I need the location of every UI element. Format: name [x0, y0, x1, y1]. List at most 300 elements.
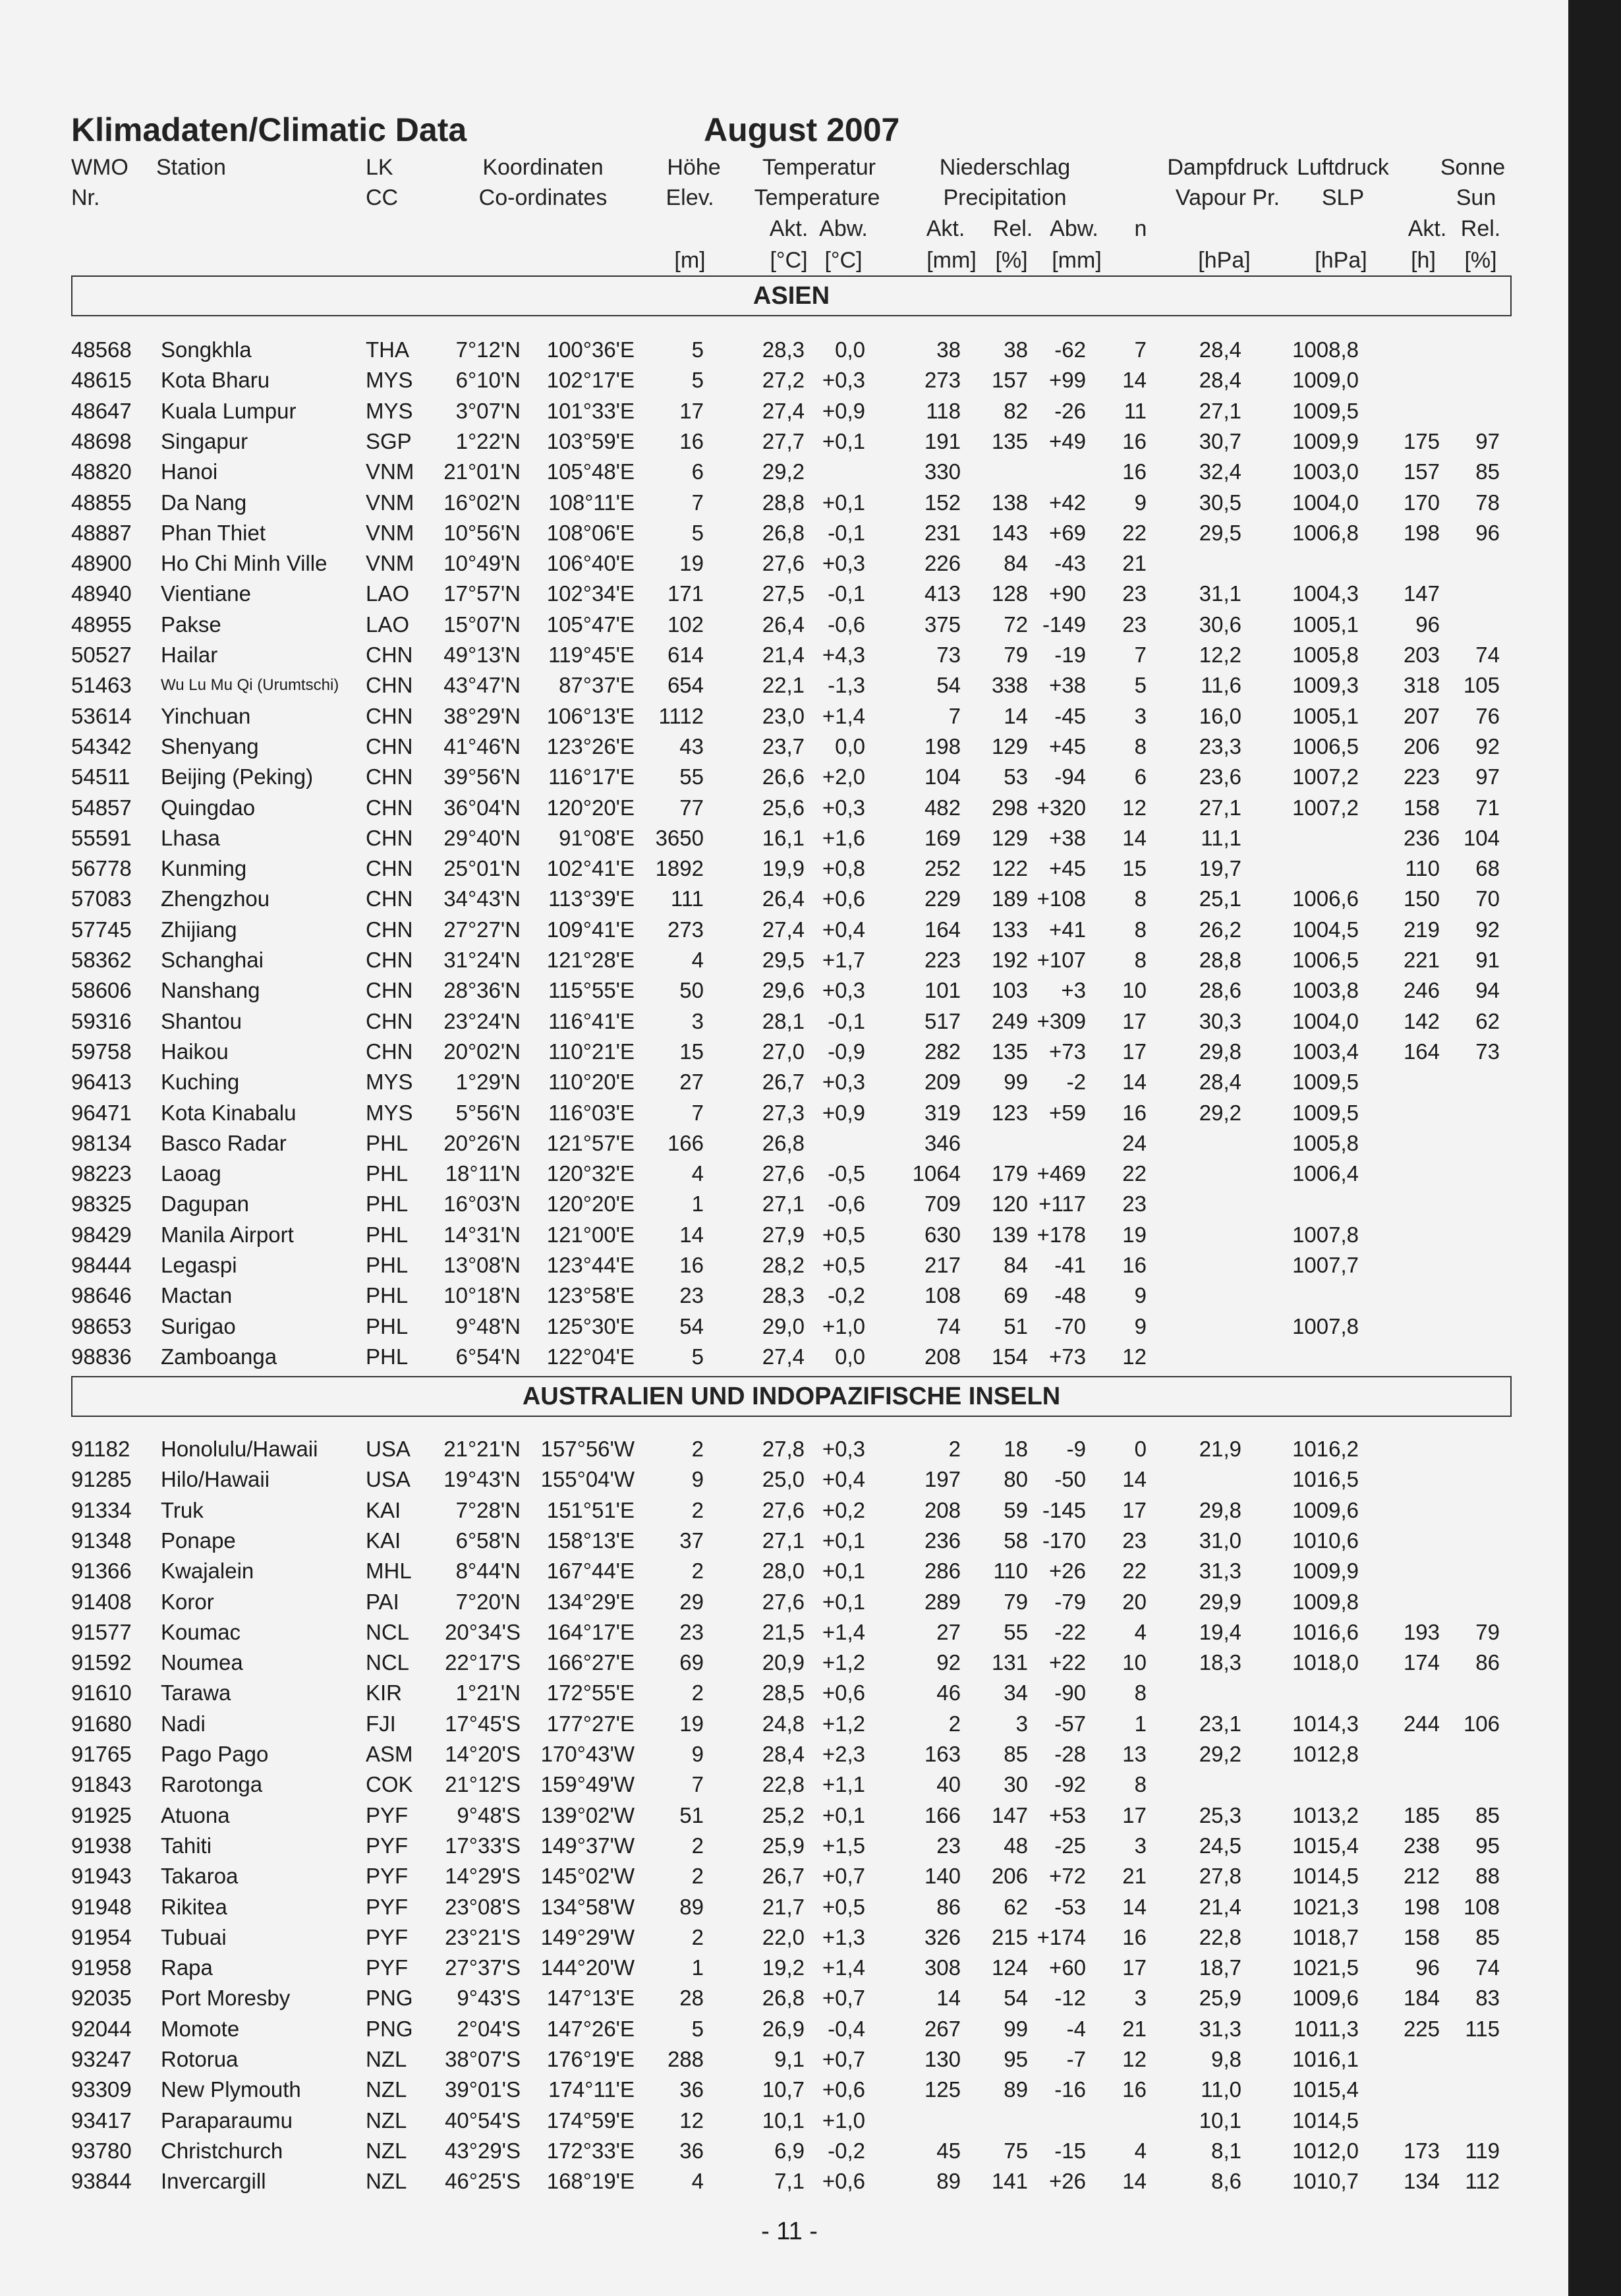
elevation: 5: [691, 1344, 704, 1369]
station-name: Zhijiang: [161, 917, 237, 942]
precip-relative: 54: [1004, 1986, 1028, 2011]
station-name: Pago Pago: [161, 1742, 269, 1766]
latitude: 6°54'N: [455, 1344, 521, 1369]
wmo-number: 48568: [71, 337, 132, 362]
temp-deviation: +0,3: [822, 1437, 865, 1461]
vapour-pressure: 19,7: [1199, 856, 1241, 881]
sun-relative: 71: [1475, 795, 1500, 820]
precip-relative: 131: [991, 1650, 1028, 1675]
temp-deviation: +0,9: [822, 1100, 865, 1125]
precip-relative: 69: [1004, 1283, 1028, 1308]
elevation: 4: [691, 1161, 704, 1186]
vapour-pressure: 31,1: [1199, 581, 1241, 606]
temp-actual: 22,0: [762, 1924, 805, 1949]
wmo-number: 91954: [71, 1924, 132, 1949]
longitude: 177°27'E: [546, 1711, 635, 1736]
vapour-pressure: 11,1: [1201, 825, 1241, 850]
station-name: Takaroa: [161, 1864, 239, 1889]
longitude: 91°08'E: [559, 825, 635, 850]
temp-actual: 22,1: [762, 673, 805, 698]
elevation: 54: [679, 1313, 704, 1338]
temp-deviation: -0,6: [828, 612, 865, 637]
elevation: 9: [691, 1467, 704, 1492]
temp-actual: 26,8: [762, 520, 805, 545]
vapour-pressure: 30,6: [1199, 612, 1241, 637]
precip-days: 23: [1122, 612, 1147, 637]
precip-relative: 18: [1004, 1437, 1028, 1461]
country-code: MYS: [366, 398, 413, 423]
precip-deviation: +469: [1037, 1161, 1086, 1186]
precip-actual: 54: [936, 673, 961, 698]
precip-days: 22: [1122, 1161, 1147, 1186]
latitude: 10°49'N: [443, 551, 521, 576]
temp-deviation: +0,7: [822, 1986, 865, 2011]
country-code: VNM: [366, 459, 414, 484]
temp-actual: 26,9: [762, 2016, 805, 2041]
precip-days: 24: [1122, 1130, 1147, 1155]
precip-days: 3: [1134, 1986, 1147, 2011]
precip-relative: 53: [1004, 764, 1028, 789]
precip-deviation: -70: [1054, 1313, 1086, 1338]
sun-hours: 318: [1403, 673, 1440, 698]
latitude: 21°12'S: [445, 1772, 521, 1797]
elevation: 50: [679, 978, 704, 1003]
precip-deviation: -94: [1054, 764, 1086, 789]
sea-level-pressure: 1012,0: [1292, 2138, 1359, 2163]
station-name: Shantou: [161, 1008, 242, 1033]
temp-actual: 25,6: [762, 795, 805, 820]
precip-actual: 74: [936, 1313, 961, 1338]
temp-actual: 20,9: [762, 1650, 805, 1675]
country-code: CHN: [366, 703, 413, 728]
precip-deviation: +22: [1049, 1650, 1086, 1675]
elevation: 1892: [655, 856, 704, 881]
longitude: 122°04'E: [546, 1344, 635, 1369]
precip-deviation: -19: [1054, 643, 1086, 667]
precip-relative: 139: [991, 1222, 1028, 1247]
precip-relative: 72: [1004, 612, 1028, 637]
precip-deviation: +309: [1037, 1008, 1086, 1033]
sun-hours: 236: [1403, 825, 1440, 850]
country-code: PYF: [366, 1894, 409, 1919]
precip-deviation: +73: [1049, 1039, 1086, 1064]
station-name: Koror: [161, 1589, 214, 1614]
temp-deviation: -1,3: [828, 673, 865, 698]
country-code: PYF: [366, 1802, 409, 1827]
elevation: 5: [691, 368, 704, 393]
latitude: 9°48'N: [455, 1313, 521, 1338]
wmo-number: 96471: [71, 1100, 132, 1125]
precip-days: 8: [1134, 948, 1147, 972]
precip-actual: 236: [924, 1528, 961, 1553]
elevation: 2: [691, 1559, 704, 1584]
station-name: Kuala Lumpur: [161, 398, 297, 423]
temp-deviation: +0,5: [822, 1253, 865, 1277]
sea-level-pressure: 1009,8: [1292, 1589, 1359, 1614]
sea-level-pressure: 1005,8: [1292, 643, 1359, 667]
precip-days: 1: [1134, 1711, 1147, 1736]
temp-deviation: 0,0: [835, 1344, 865, 1369]
longitude: 87°37'E: [559, 673, 635, 698]
sun-hours: 158: [1403, 1924, 1440, 1949]
sea-level-pressure: 1005,1: [1292, 612, 1359, 637]
precip-relative: 120: [991, 1191, 1028, 1217]
vapour-pressure: 30,5: [1199, 490, 1241, 515]
longitude: 119°45'E: [548, 643, 635, 667]
precip-actual: 273: [924, 368, 961, 393]
elevation: 14: [679, 1222, 704, 1247]
precip-days: 21: [1122, 551, 1147, 576]
temp-actual: 6,9: [774, 2138, 805, 2163]
temp-actual: 27,4: [762, 1344, 805, 1369]
header-precipitation: Precipitation: [943, 185, 1067, 210]
elevation: 23: [679, 1283, 704, 1308]
sun-relative: 92: [1475, 917, 1500, 942]
sun-hours: 203: [1403, 643, 1440, 667]
precip-relative: 147: [991, 1802, 1028, 1827]
precip-days: 17: [1122, 1497, 1147, 1522]
precip-days: 14: [1122, 2169, 1147, 2194]
elevation: 171: [667, 581, 704, 606]
precip-actual: 209: [924, 1070, 961, 1095]
wmo-number: 53614: [71, 703, 132, 728]
temp-deviation: +0,8: [822, 856, 865, 881]
temp-actual: 29,6: [762, 978, 805, 1003]
elevation: 89: [679, 1894, 704, 1919]
precip-actual: 125: [924, 2077, 961, 2102]
precip-relative: 34: [1004, 1680, 1028, 1706]
wmo-number: 54511: [71, 764, 130, 789]
longitude: 172°55'E: [546, 1680, 635, 1706]
sun-relative: 91: [1475, 948, 1500, 972]
header-precip-rel-unit: [%]: [995, 248, 1028, 273]
station-name: Rapa: [161, 1955, 213, 1980]
precip-deviation: +174: [1037, 1924, 1086, 1949]
sun-hours: 142: [1403, 1008, 1440, 1033]
wmo-number: 48820: [71, 459, 132, 484]
elevation: 36: [679, 2077, 704, 2102]
sun-hours: 238: [1403, 1833, 1440, 1858]
header-sun-rel: Rel.: [1460, 216, 1501, 241]
sun-relative: 108: [1463, 1894, 1500, 1919]
country-code: PHL: [366, 1253, 409, 1277]
sea-level-pressure: 1016,1: [1292, 2047, 1359, 2071]
longitude: 108°06'E: [546, 520, 635, 545]
precip-days: 14: [1122, 1894, 1147, 1919]
longitude: 105°47'E: [546, 612, 635, 637]
wmo-number: 48955: [71, 612, 132, 637]
longitude: 157°56'W: [540, 1437, 635, 1461]
precip-relative: 80: [1004, 1467, 1028, 1492]
wmo-number: 92044: [71, 2016, 132, 2041]
station-name: Paraparaumu: [161, 2108, 293, 2133]
precip-days: 9: [1134, 1283, 1147, 1308]
temp-actual: 28,3: [762, 1283, 805, 1308]
header-sonne: Sonne: [1440, 155, 1506, 180]
temp-deviation: +0,9: [822, 398, 865, 423]
precip-actual: 86: [936, 1894, 961, 1919]
vapour-pressure: 16,0: [1199, 703, 1241, 728]
longitude: 147°13'E: [546, 1986, 635, 2011]
sea-level-pressure: 1007,8: [1292, 1222, 1359, 1247]
precip-relative: 129: [991, 733, 1028, 759]
country-code: CHN: [366, 733, 413, 759]
precip-days: 23: [1122, 1528, 1147, 1553]
precip-deviation: -2: [1066, 1070, 1086, 1095]
temp-deviation: -0,1: [828, 581, 865, 606]
temp-actual: 24,8: [762, 1711, 805, 1736]
precip-relative: 141: [991, 2169, 1028, 2194]
wmo-number: 91958: [71, 1955, 132, 1980]
country-code: MYS: [366, 1100, 413, 1125]
temp-actual: 26,7: [762, 1864, 805, 1889]
sun-relative: 78: [1475, 490, 1500, 515]
precip-deviation: -79: [1054, 1589, 1086, 1614]
country-code: PHL: [366, 1313, 409, 1338]
sea-level-pressure: 1014,3: [1292, 1711, 1359, 1736]
country-code: MYS: [366, 368, 413, 393]
precip-days: 15: [1122, 856, 1147, 881]
elevation: 17: [679, 398, 704, 423]
precip-deviation: +69: [1049, 520, 1086, 545]
precip-deviation: -22: [1054, 1619, 1086, 1644]
sun-hours: 198: [1403, 1894, 1440, 1919]
precip-relative: 133: [991, 917, 1028, 942]
country-code: CHN: [366, 1039, 413, 1064]
station-name: New Plymouth: [161, 2077, 301, 2102]
sea-level-pressure: 1009,9: [1292, 1559, 1359, 1584]
wmo-number: 91610: [71, 1680, 132, 1706]
vapour-pressure: 28,6: [1199, 978, 1241, 1003]
latitude: 1°21'N: [455, 1680, 521, 1706]
precip-relative: 179: [991, 1161, 1028, 1186]
precip-deviation: -41: [1054, 1253, 1086, 1277]
wmo-number: 91348: [71, 1528, 132, 1553]
sun-relative: 112: [1465, 2169, 1500, 2194]
precip-actual: 7: [948, 703, 961, 728]
wmo-number: 91765: [71, 1742, 132, 1766]
precip-actual: 89: [936, 2169, 961, 2194]
latitude: 38°07'S: [445, 2047, 521, 2071]
page-title: Klimadaten/Climatic Data: [71, 111, 467, 148]
temp-actual: 7,1: [774, 2169, 805, 2194]
country-code: KIR: [366, 1680, 403, 1706]
header-temp-abw: Abw.: [819, 216, 868, 241]
header-sun-akt-unit: [h]: [1411, 248, 1436, 273]
wmo-number: 93247: [71, 2047, 132, 2071]
precip-days: 23: [1122, 1191, 1147, 1217]
elevation: 29: [679, 1589, 704, 1614]
latitude: 9°48'S: [457, 1802, 521, 1827]
sea-level-pressure: 1015,4: [1292, 1833, 1359, 1858]
temp-actual: 28,8: [762, 490, 805, 515]
vapour-pressure: 26,2: [1199, 917, 1241, 942]
precip-relative: 124: [991, 1955, 1028, 1980]
precip-days: 16: [1122, 459, 1147, 484]
longitude: 120°32'E: [546, 1161, 635, 1186]
header-hoehe: Höhe: [667, 155, 721, 180]
temp-deviation: +0,1: [822, 1528, 865, 1553]
precip-days: 8: [1134, 733, 1147, 759]
latitude: 17°57'N: [443, 581, 521, 606]
precip-relative: 99: [1004, 2016, 1028, 2041]
wmo-number: 91680: [71, 1711, 132, 1736]
longitude: 106°13'E: [546, 703, 635, 728]
sea-level-pressure: 1005,1: [1292, 703, 1359, 728]
country-code: MHL: [366, 1559, 412, 1584]
station-name: Port Moresby: [161, 1986, 291, 2011]
sun-hours: 110: [1405, 856, 1440, 881]
latitude: 19°43'N: [443, 1467, 521, 1492]
sea-level-pressure: 1006,5: [1292, 733, 1359, 759]
sea-level-pressure: 1005,8: [1292, 1130, 1359, 1155]
vapour-pressure: 29,9: [1199, 1589, 1241, 1614]
vapour-pressure: 31,3: [1199, 1559, 1241, 1584]
longitude: 120°20'E: [546, 1191, 635, 1217]
vapour-pressure: 21,4: [1199, 1894, 1241, 1919]
station-name: Manila Airport: [161, 1222, 294, 1247]
elevation: 77: [679, 795, 704, 820]
temp-actual: 26,8: [762, 1130, 805, 1155]
latitude: 17°45'S: [445, 1711, 521, 1736]
elevation: 43: [679, 733, 704, 759]
country-code: SGP: [366, 428, 412, 453]
precip-actual: 164: [924, 917, 961, 942]
wmo-number: 55591: [71, 825, 132, 850]
precip-actual: 198: [924, 733, 961, 759]
sun-hours: 96: [1415, 1955, 1440, 1980]
country-code: NZL: [366, 2047, 407, 2071]
precip-deviation: -25: [1054, 1833, 1086, 1858]
longitude: 147°26'E: [546, 2016, 635, 2041]
country-code: LAO: [366, 612, 410, 637]
vapour-pressure: 27,8: [1199, 1864, 1241, 1889]
station-name: Kwajalein: [161, 1559, 254, 1584]
longitude: 123°58'E: [546, 1283, 635, 1308]
elevation: 2: [691, 1864, 704, 1889]
station-name: Shenyang: [161, 733, 259, 759]
sea-level-pressure: 1018,7: [1292, 1924, 1359, 1949]
wmo-number: 91592: [71, 1650, 132, 1675]
latitude: 40°54'S: [445, 2108, 521, 2133]
longitude: 116°03'E: [548, 1100, 635, 1125]
latitude: 27°37'S: [445, 1955, 521, 1980]
sun-hours: 225: [1403, 2016, 1440, 2041]
precip-actual: 163: [924, 1742, 961, 1766]
vapour-pressure: 30,7: [1199, 428, 1241, 453]
longitude: 134°29'E: [546, 1589, 635, 1614]
temp-actual: 28,5: [762, 1680, 805, 1706]
precip-relative: 79: [1004, 643, 1028, 667]
station-name: Kota Bharu: [161, 368, 270, 393]
sun-relative: 70: [1475, 886, 1500, 911]
precip-days: 17: [1122, 1008, 1147, 1033]
latitude: 14°31'N: [443, 1222, 521, 1247]
precip-actual: 1064: [912, 1161, 961, 1186]
temp-deviation: +0,6: [822, 2169, 865, 2194]
latitude: 20°26'N: [443, 1130, 521, 1155]
precip-deviation: -90: [1054, 1680, 1086, 1706]
precip-actual: 346: [924, 1130, 961, 1155]
station-name: Singapur: [161, 428, 248, 453]
latitude: 7°20'N: [455, 1589, 521, 1614]
station-name: Songkhla: [161, 337, 252, 362]
country-code: PHL: [366, 1130, 409, 1155]
header-vapour-unit: [hPa]: [1198, 248, 1251, 273]
country-code: NZL: [366, 2077, 407, 2102]
wmo-number: 91366: [71, 1559, 132, 1584]
temp-actual: 26,4: [762, 612, 805, 637]
elevation: 166: [667, 1130, 704, 1155]
precip-deviation: +108: [1037, 886, 1086, 911]
longitude: 123°44'E: [546, 1253, 635, 1277]
precip-relative: 48: [1004, 1833, 1028, 1858]
elevation: 5: [691, 520, 704, 545]
precip-days: 16: [1122, 1253, 1147, 1277]
sea-level-pressure: 1016,6: [1292, 1619, 1359, 1644]
scan-border: [1568, 0, 1621, 2296]
header-temperature: Temperature: [754, 185, 880, 210]
precip-actual: 140: [924, 1864, 961, 1889]
vapour-pressure: 9,8: [1211, 2047, 1241, 2071]
vapour-pressure: 8,1: [1211, 2138, 1241, 2163]
sea-level-pressure: 1013,2: [1292, 1802, 1359, 1827]
precip-actual: 330: [924, 459, 961, 484]
precip-relative: 143: [991, 520, 1028, 545]
precip-relative: 82: [1004, 398, 1028, 423]
latitude: 7°12'N: [455, 337, 521, 362]
precip-relative: 123: [991, 1100, 1028, 1125]
elevation: 37: [679, 1528, 704, 1553]
elevation: 3: [691, 1008, 704, 1033]
elevation: 7: [691, 1772, 704, 1797]
sun-hours: 223: [1403, 764, 1440, 789]
sea-level-pressure: 1004,5: [1292, 917, 1359, 942]
precip-actual: 23: [936, 1833, 961, 1858]
longitude: 105°48'E: [546, 459, 635, 484]
station-name: Mactan: [161, 1283, 233, 1308]
sun-relative: 105: [1463, 673, 1500, 698]
vapour-pressure: 28,4: [1199, 1070, 1241, 1095]
precip-relative: 135: [991, 428, 1028, 453]
latitude: 29°40'N: [443, 825, 521, 850]
longitude: 121°00'E: [546, 1222, 635, 1247]
vapour-pressure: 30,3: [1199, 1008, 1241, 1033]
country-code: PYF: [366, 1864, 409, 1889]
precip-days: 5: [1134, 673, 1147, 698]
latitude: 1°22'N: [455, 428, 521, 453]
wmo-number: 93309: [71, 2077, 132, 2102]
temp-actual: 19,9: [762, 856, 805, 881]
vapour-pressure: 21,9: [1199, 1437, 1241, 1461]
precip-deviation: +38: [1049, 825, 1086, 850]
precip-deviation: +117: [1038, 1191, 1086, 1217]
sea-level-pressure: 1009,5: [1292, 1070, 1359, 1095]
precip-deviation: +26: [1049, 2169, 1086, 2194]
precip-deviation: -48: [1054, 1283, 1086, 1308]
precip-days: 6: [1134, 764, 1147, 789]
wmo-number: 57745: [71, 917, 132, 942]
sun-relative: 85: [1475, 1802, 1500, 1827]
wmo-number: 48647: [71, 398, 132, 423]
station-name: Rotorua: [161, 2047, 239, 2071]
precip-days: 22: [1122, 1559, 1147, 1584]
precip-deviation: +45: [1049, 733, 1086, 759]
sun-hours: 164: [1403, 1039, 1440, 1064]
precip-days: 16: [1122, 428, 1147, 453]
country-code: CHN: [366, 795, 413, 820]
vapour-pressure: 28,4: [1199, 337, 1241, 362]
